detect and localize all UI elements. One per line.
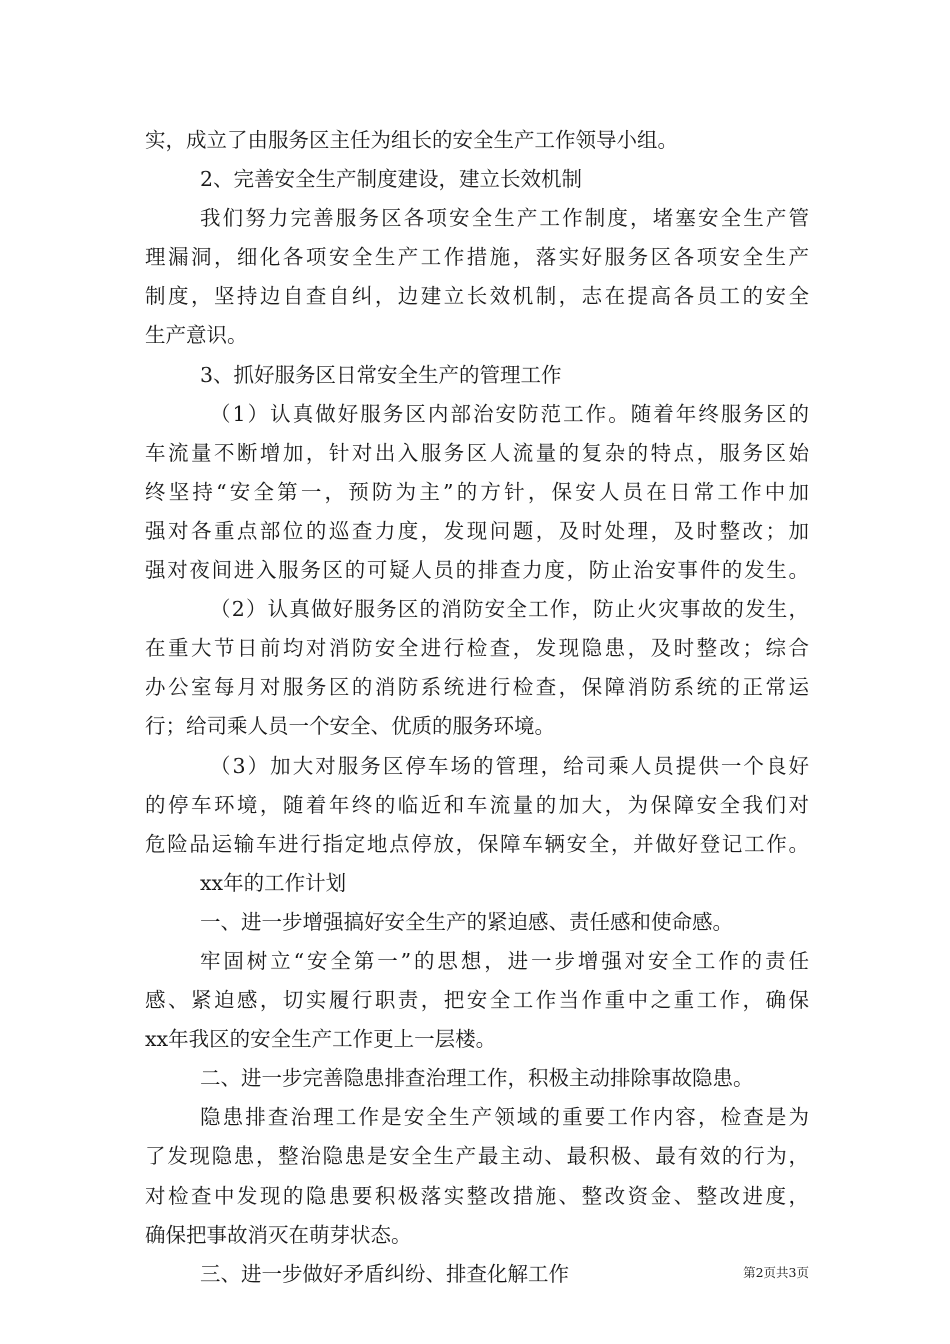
paragraph-line: 理漏洞，细化各项安全生产工作措施，落实好服务区各项安全生产 — [145, 245, 809, 270]
paragraph-line: 的停车环境，随着年终的临近和车流量的加大，为保障安全我们对 — [145, 792, 809, 817]
paragraph-line: 行；给司乘人员一个安全、优质的服务环境。 — [145, 714, 555, 739]
paragraph-line: 危险品运输车进行指定地点停放，保障车辆安全，并做好登记工作。 — [145, 831, 809, 856]
paragraph-line: 我们努力完善服务区各项安全生产工作制度，堵塞安全生产管 — [200, 206, 809, 231]
document-body — [145, 121, 809, 1294]
section-heading: 三、进一步做好矛盾纠纷、排查化解工作 — [200, 1261, 569, 1286]
paragraph-line: 牢固树立“安全第一”的思想，进一步增强对安全工作的责任 — [200, 948, 809, 973]
section-heading: 二、进一步完善隐患排查治理工作，积极主动排除事故隐患。 — [200, 1066, 754, 1091]
paragraph-line: 生产意识。 — [145, 323, 248, 348]
paragraph-line: 车流量不断增加，针对出入服务区人流量的复杂的特点，服务区始 — [145, 440, 809, 465]
paragraph-line: 确保把事故消灭在萌芽状态。 — [145, 1222, 412, 1247]
page-number: 第2页共3页 — [743, 1265, 809, 1280]
paragraph-line: xx年我区的安全生产工作更上一层楼。 — [145, 1027, 497, 1052]
section-heading: 2、完善安全生产制度建设，建立长效机制 — [200, 167, 583, 192]
section-heading: 一、进一步增强搞好安全生产的紧迫感、责任感和使命感。 — [200, 909, 733, 934]
paragraph-line: 了发现隐患，整治隐患是安全生产最主动、最积极、最有效的行为， — [145, 1144, 809, 1169]
paragraph-line: 强对各重点部位的巡查力度，发现问题，及时处理，及时整改；加 — [145, 518, 809, 543]
paragraph-line: （3）加大对服务区停车场的管理，给司乘人员提供一个良好 — [210, 753, 809, 778]
paragraph-line: 对检查中发现的隐患要积极落实整改措施、整改资金、整改进度， — [145, 1183, 809, 1208]
paragraph-line: （1）认真做好服务区内部治安防范工作。随着年终服务区的 — [210, 401, 809, 426]
paragraph-line: 强对夜间进入服务区的可疑人员的排查力度，防止治安事件的发生。 — [145, 558, 809, 583]
paragraph-line: （2）认真做好服务区的消防安全工作，防止火灾事故的发生， — [210, 597, 809, 622]
paragraph-line: 隐患排查治理工作是安全生产领域的重要工作内容，检查是为 — [200, 1105, 809, 1130]
section-heading: xx年的工作计划 — [200, 870, 347, 895]
paragraph-line: 在重大节日前均对消防安全进行检查，发现隐患，及时整改；综合 — [145, 636, 809, 661]
section-heading: 3、抓好服务区日常安全生产的管理工作 — [200, 362, 562, 387]
paragraph-line: 终坚持“安全第一，预防为主”的方针，保安人员在日常工作中加 — [145, 479, 809, 504]
paragraph-line: 办公室每月对服务区的消防系统进行检查，保障消防系统的正常运 — [145, 675, 809, 700]
paragraph-line: 感、紧迫感，切实履行职责，把安全工作当作重中之重工作，确保 — [145, 988, 809, 1013]
paragraph-line: 制度，坚持边自查自纠，边建立长效机制，志在提高各员工的安全 — [145, 284, 809, 309]
paragraph-line: 实，成立了由服务区主任为组长的安全生产工作领导小组。 — [145, 128, 678, 152]
